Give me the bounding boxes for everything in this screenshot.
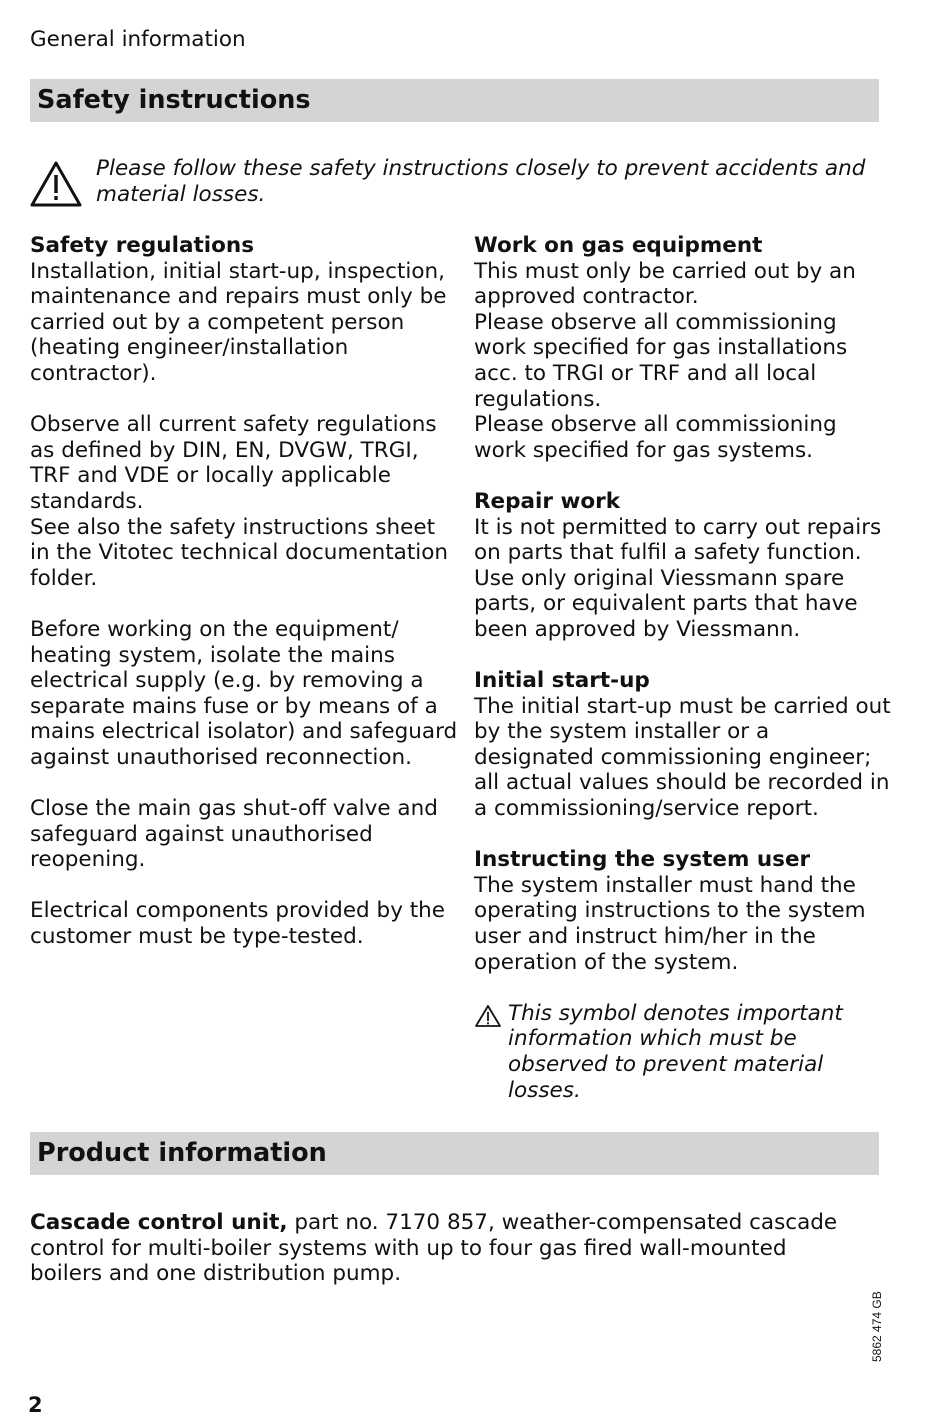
gas-valve-block [30,796,460,873]
symbol-note [474,1001,894,1103]
safety-section-title: Safety instructions [30,79,879,122]
safety-regulations-block [30,233,460,387]
regulations-block [30,412,460,591]
paragraph: Observe all current safety regulations as defined by DIN, EN, DVGW, TRGI, TRF and VDE or locally applicable standards. See also the safety instructions sheet in the Vitotec technical documentation folder. [30,412,449,591]
product-description [30,1210,850,1287]
paragraph: The system installer must hand the operating instructions to the system user and instruct him/her in the operation of the system. [474,872,866,975]
initial-startup-heading: Initial start-up [474,668,650,694]
warning-triangle-icon [30,160,82,208]
safety-right-column [474,233,894,1103]
instructing-user-heading: Instructing the system user [474,847,811,873]
product-name: Cascade control unit, [30,1210,288,1235]
document-code: 5862 474 GB [870,1291,884,1362]
gas-equipment-heading: Work on gas equipment [474,233,763,258]
paragraph: It is not permitted to carry out repairs on parts that fulfil a safety function. Use only original Viessmann spare parts, or equivalent parts that have been approved by Viessmann. [474,514,882,642]
paragraph: This must only be carried out by an approved contractor. Please observe all commissioning work specified for gas installations acc. to TRGI or TRF and all local regulations. Please observe all commissioning work specified for gas systems. [474,258,856,463]
electrical-block [30,898,460,949]
product-details: part no. 7170 857, weather-compensated cascade control for multi-boiler systems with up to four gas fired wall-mounted boilers and one distribution pump. [30,1210,838,1287]
paragraph: Electrical components provided by the customer must be type-tested. [30,898,446,950]
running-header: General information [30,27,246,52]
initial-startup-block [474,668,894,822]
repair-work-block [474,489,894,643]
gas-equipment-block [474,233,894,463]
safety-regulations-heading: Safety regulations [30,233,254,258]
safety-intro: Please follow these safety instructions closely to prevent accidents and material losses. [96,156,866,207]
paragraph: The initial start-up must be carried out by the system installer or a designated commissioning engineer; all actual values should be recorded in a commissioning/service report. [474,693,891,822]
product-section-title: Product information [30,1132,879,1175]
paragraph: Close the main gas shut-off valve and safeguard against unauthorised reopening. [30,796,438,873]
isolation-block [30,617,460,771]
symbol-note-text: This symbol denotes important information which must be observed to prevent material losses. [508,1000,843,1103]
paragraph: Before working on the equipment/ heating system, isolate the mains electrical supply (e.g. by removing a separate mains fuse or by means of a mains electrical isolator) and safeguard against unauthorised reconnection. [30,616,458,770]
paragraph: Installation, initial start-up, inspection, maintenance and repairs must only be carried out by a competent person (heating engineer/installation contractor). [30,258,447,386]
instructing-user-block [474,847,894,975]
page-number: 2 [28,1393,43,1417]
warning-triangle-icon [474,1004,502,1028]
repair-work-heading: Repair work [474,488,621,514]
safety-left-column [30,233,460,975]
